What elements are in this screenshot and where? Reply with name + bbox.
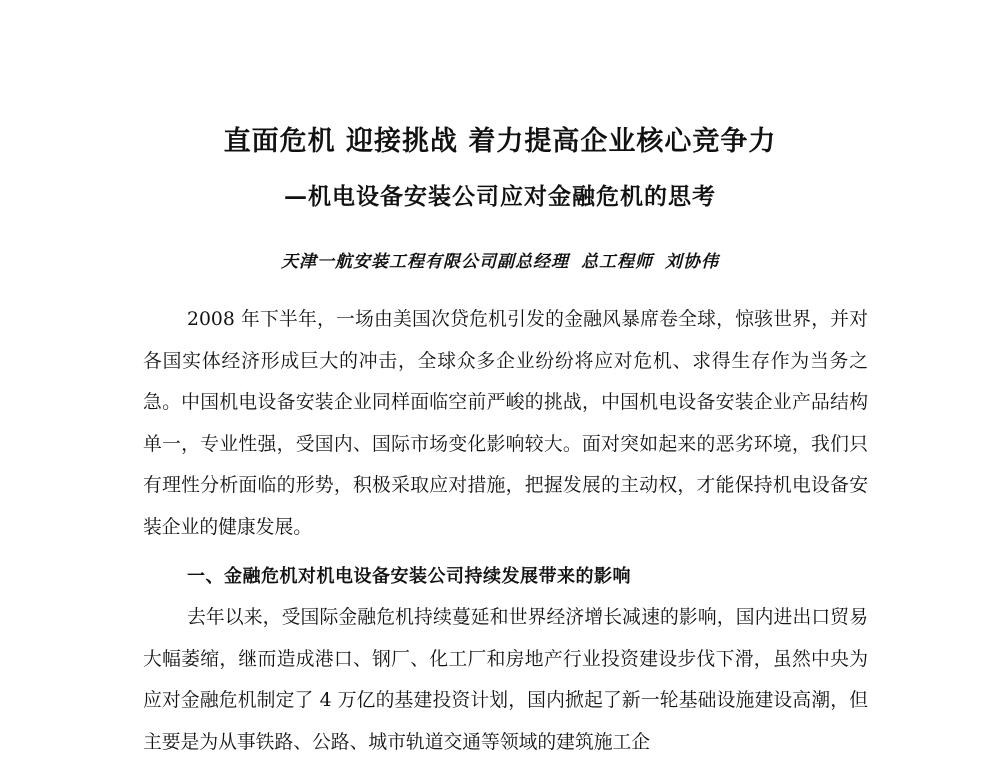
document-title: 直面危机 迎接挑战 着力提高企业核心竞争力: [223, 126, 777, 157]
author-role: 总工程师: [581, 252, 653, 272]
author-line: [0, 249, 1000, 275]
section-heading: 一、金融危机对机电设备安装公司持续发展带来的影响: [187, 566, 631, 587]
body-paragraph: 2008 年下半年，一场由美国次贷危机引发的金融风暴席卷全球，惊骇世界，并对各国实体经济形成巨大的冲击，全球众多企业纷纷将应对危机、求得生存作为当务之急。中国机电设备安装企业同样面临空前严峻的挑战，中国机电设备安装企业产品结构单一，专业性强，受国内、国际市场变化影响较大。面对突如起来的恶劣环境，我们只有理性分析面临的形势，积极采取应对措施，把握发展的主动权，才能保持机电设备安装企业的健康发展。: [143, 309, 868, 538]
body-paragraph: 去年以来，受国际金融危机持续蔓延和世界经济增长减速的影响，国内进出口贸易大幅萎缩，继而造成港口、钢厂、化工厂和房地产行业投资建设步伐下滑，虽然中央为应对金融危机制定了 4 万亿的基建投资计划，国内掀起了新一轮基础设施建设高潮，但主要是为从事铁路、公路、城市轨道交通等领域的建筑施工企: [143, 607, 868, 753]
author-organization: 天津一航安装工程有限公司副总经理: [281, 252, 569, 272]
document-subtitle: —机电设备安装公司应对金融危机的思考: [284, 183, 716, 210]
author-name: 刘协伟: [665, 252, 719, 272]
